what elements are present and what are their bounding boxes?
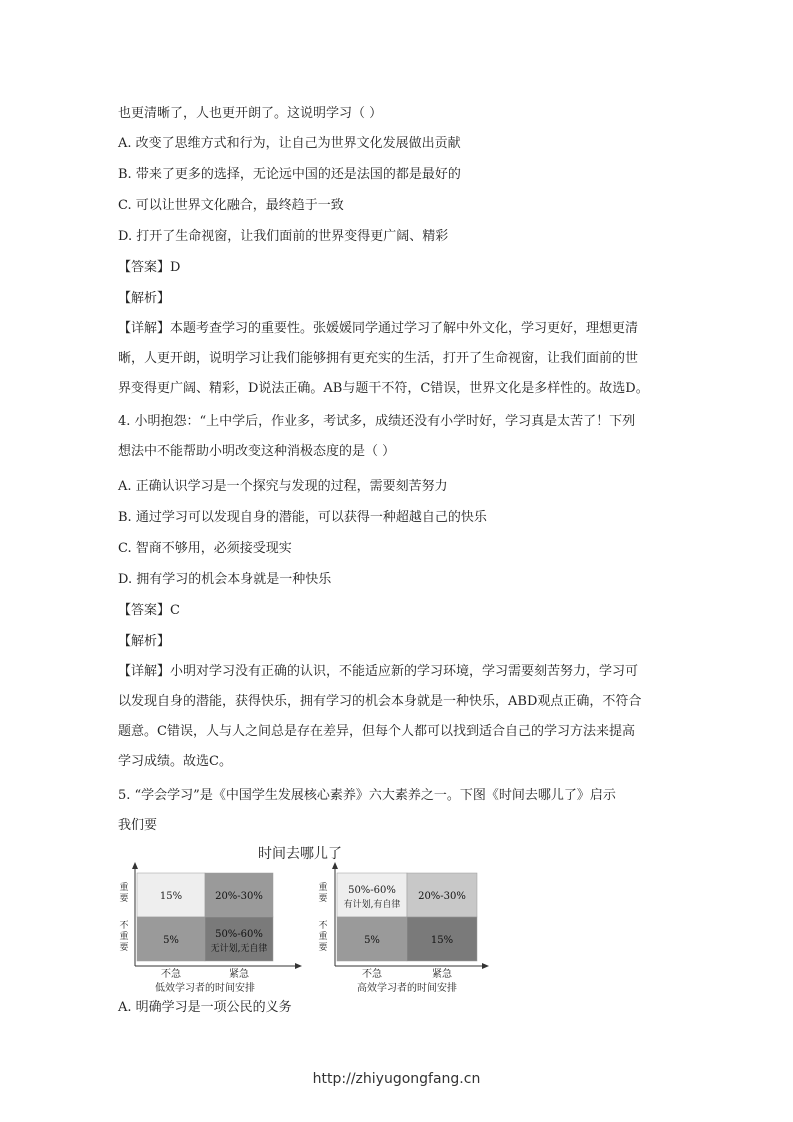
q5-option-a: A. 明确学习是一项公民的义务 <box>118 1000 292 1015</box>
cell-value: 50%-60% <box>215 929 263 940</box>
q4-detail-line: 题意。C错误，人与人之间总是存在差异，但每个人都可以找到适合自己的学习方法来提高 <box>118 724 635 739</box>
cell-note: 有计划,有自律 <box>343 900 401 910</box>
q3-detail-line: 界变得更广阔、精彩，D说法正确。AB与题干不符，C错误，世界文化是多样性的。故选D。 <box>118 381 649 396</box>
q5-stem-line: 5. “学会学习”是《中国学生发展核心素养》六大素养之一。下图《时间去哪儿了》启示 <box>118 788 616 803</box>
cell-value: 5% <box>163 935 179 946</box>
col-label: 不急 <box>161 969 181 980</box>
q3-answer: 【答案】D <box>118 260 181 275</box>
q4-analysis-label: 【解析】 <box>118 634 171 649</box>
q4-stem-line: 4. 小明抱怨：“上中学后，作业多，考试多，成绩还没有小学时好，学习真是太苦了！下列 <box>118 414 636 429</box>
cell-value: 15% <box>159 891 183 902</box>
chart-caption: 高效学习者的时间安排 <box>357 983 457 994</box>
q4-detail-line: 【详解】小明对学习没有正确的认识，不能适应新的学习环境，学习需要刻苦努力，学习可 <box>118 664 639 679</box>
row-label-important: 重要 <box>318 883 328 904</box>
row-label-unimportant: 不重要 <box>119 921 129 953</box>
row-label-unimportant: 不重要 <box>318 921 328 953</box>
q3-option-a: A. 改变了思维方式和行为，让自己为世界文化发展做出贡献 <box>118 136 461 151</box>
q4-detail-line: 以发现自身的潜能，获得快乐，拥有学习的机会本身就是一种快乐，ABD观点正确，不符合 <box>118 694 642 709</box>
cell-value: 50%-60% <box>348 885 396 896</box>
q3-analysis-label: 【解析】 <box>118 291 171 306</box>
q4-option-d: D. 拥有学习的机会本身就是一种快乐 <box>118 572 332 587</box>
q4-detail-line: 学习成绩。故选C。 <box>118 754 232 769</box>
cell-value: 20%-30% <box>215 891 263 902</box>
q4-answer: 【答案】C <box>118 603 180 618</box>
row-label-important: 重要 <box>119 883 129 904</box>
q3-option-c: C. 可以让世界文化融合，最终趋于一致 <box>118 198 344 213</box>
q4-option-a: A. 正确认识学习是一个探究与发现的过程，需要刻苦努力 <box>118 479 448 494</box>
q3-option-b: B. 带来了更多的选择，无论远中国的还是法国的都是最好的 <box>118 167 461 182</box>
figure-title: 时间去哪儿了 <box>258 846 342 862</box>
cell-note: 无计划,无自律 <box>210 944 268 954</box>
q3-detail-line: 晰，人更开朗，说明学习让我们能够拥有更充实的生活，打开了生命视窗，让我们面前的世 <box>118 351 639 366</box>
q3-detail-line: 【详解】本题考查学习的重要性。张媛媛同学通过学习了解中外文化，学习更好，理想更清 <box>118 321 639 336</box>
q4-option-b: B. 通过学习可以发现自身的潜能，可以获得一种超越自己的快乐 <box>118 510 487 525</box>
q4-detail <box>118 657 674 777</box>
q3-option-d: D. 打开了生命视窗，让我们面前的世界变得更广阔、精彩 <box>118 229 449 244</box>
col-label: 紧急 <box>229 969 249 980</box>
high-efficiency-chart <box>318 862 489 994</box>
cell-value: 15% <box>430 935 454 946</box>
col-label: 不急 <box>362 969 382 980</box>
time-quadrant-figure <box>110 838 500 998</box>
footer-url[interactable]: http://zhiyugongfang.cn <box>312 1071 481 1087</box>
chart-caption: 低效学习者的时间安排 <box>155 983 255 994</box>
q4-stem <box>118 407 674 467</box>
col-label: 紧急 <box>432 969 452 980</box>
low-efficiency-chart <box>119 862 302 994</box>
q5-stem-line: 我们要 <box>118 818 158 833</box>
q5-stem <box>118 781 674 841</box>
q4-option-c: C. 智商不够用，必须接受现实 <box>118 541 292 556</box>
cell-value: 5% <box>364 935 380 946</box>
q3-detail <box>118 314 674 404</box>
cell-value: 20%-30% <box>418 891 466 902</box>
q4-stem-line: 想法中不能帮助小明改变这种消极态度的是（ ） <box>118 444 396 459</box>
q3-stem-tail: 也更清晰了，人也更开朗了。这说明学习（ ） <box>118 106 383 121</box>
